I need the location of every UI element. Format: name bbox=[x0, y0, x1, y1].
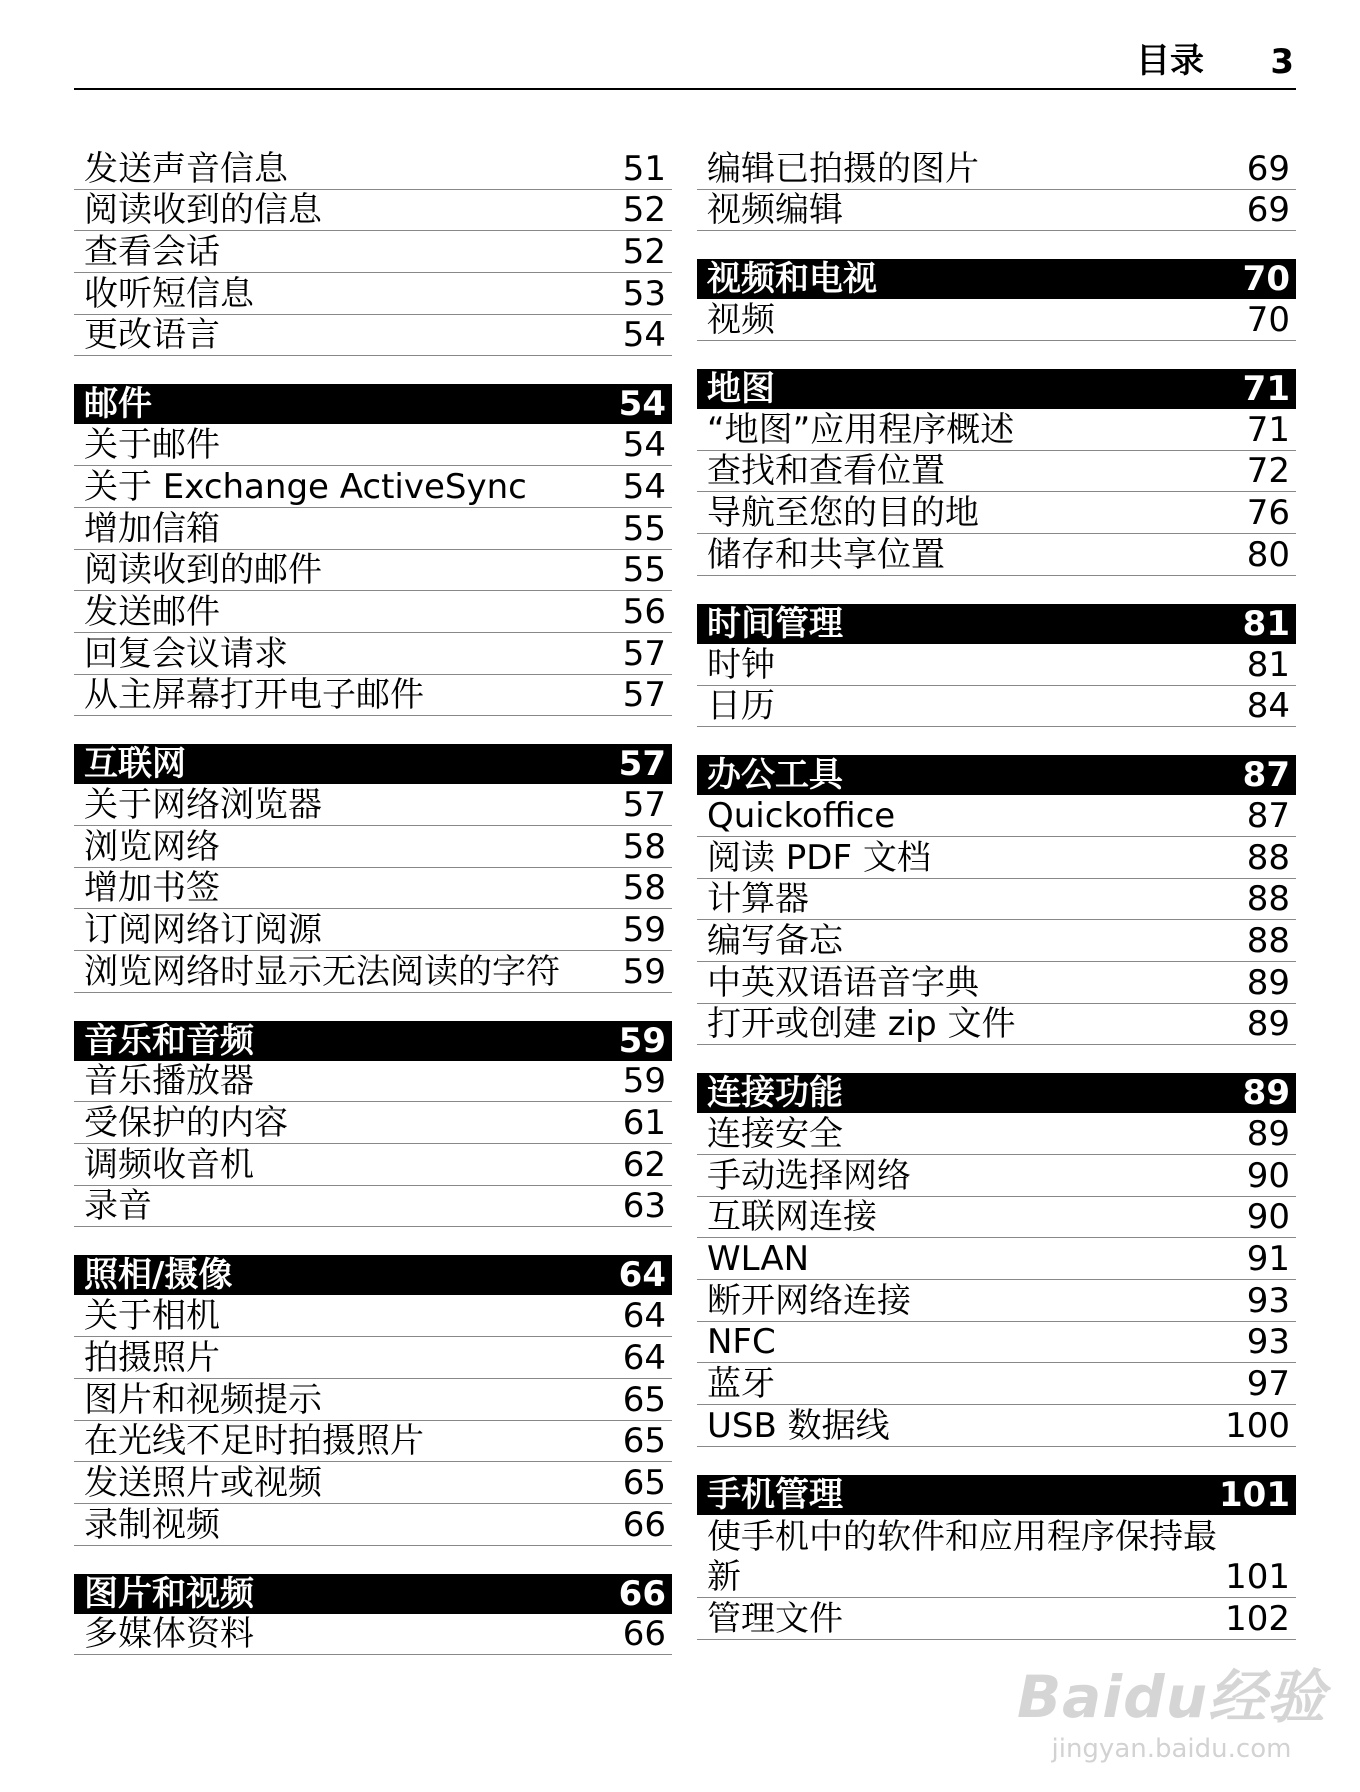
toc-entry[interactable] bbox=[74, 675, 672, 717]
toc-section-title: 办公工具 bbox=[707, 755, 843, 796]
toc-entry-title: 从主屏幕打开电子邮件 bbox=[84, 675, 424, 716]
toc-section-heading[interactable] bbox=[74, 384, 672, 424]
toc-entry-page: 76 bbox=[1246, 493, 1290, 534]
toc-entry-page: 69 bbox=[1246, 148, 1290, 189]
toc-entry[interactable] bbox=[74, 591, 672, 633]
toc-entry-title: 计算器 bbox=[707, 879, 809, 920]
toc-entry-title: 音乐播放器 bbox=[84, 1061, 254, 1102]
toc-entry-title: 增加信箱 bbox=[84, 508, 220, 549]
toc-section-heading[interactable] bbox=[74, 744, 672, 784]
toc-section-title: 互联网 bbox=[84, 744, 186, 785]
toc-entry-title: 关于 Exchange ActiveSync bbox=[84, 466, 527, 507]
toc-entry[interactable] bbox=[697, 1004, 1296, 1046]
toc-entry-page: 90 bbox=[1246, 1155, 1290, 1196]
toc-entry-title: 拍摄照片 bbox=[84, 1337, 220, 1378]
toc-section bbox=[697, 259, 1296, 341]
toc-entry-title: 更改语言 bbox=[84, 315, 220, 356]
toc-entry-title: 订阅网络订阅源 bbox=[84, 910, 322, 950]
toc-entry-page: 71 bbox=[1246, 409, 1290, 450]
toc-entry-page: 84 bbox=[1246, 686, 1290, 727]
toc-entry-title: WLAN bbox=[707, 1239, 810, 1280]
toc-entry-page: 89 bbox=[1246, 962, 1290, 1003]
toc-section-heading[interactable] bbox=[697, 1073, 1296, 1113]
toc-entry-title: 浏览网络时显示无法阅读的字符 bbox=[84, 951, 560, 992]
toc-entry[interactable] bbox=[697, 1113, 1296, 1155]
toc-section-heading[interactable] bbox=[74, 1574, 672, 1614]
toc-entry-page: 70 bbox=[1246, 300, 1290, 341]
toc-entry[interactable] bbox=[697, 962, 1296, 1004]
toc-entry-title: 管理文件 bbox=[707, 1598, 843, 1639]
toc-entry[interactable] bbox=[697, 1405, 1296, 1447]
toc-entry[interactable] bbox=[74, 1144, 672, 1186]
toc-entry[interactable] bbox=[74, 868, 672, 910]
toc-entry-page: 56 bbox=[622, 591, 666, 632]
toc-section-page: 87 bbox=[1242, 755, 1290, 796]
toc-entry-page: 88 bbox=[1246, 879, 1290, 920]
toc-entry-title: 打开或创建 zip 文件 bbox=[707, 1004, 1016, 1045]
toc-entry-page: 81 bbox=[1246, 644, 1290, 685]
toc-section-title: 图片和视频 bbox=[84, 1573, 254, 1614]
toc-entry-title: 导航至您的目的地 bbox=[707, 493, 979, 534]
toc-entry-page: 54 bbox=[622, 466, 666, 507]
toc-entry[interactable] bbox=[74, 1614, 672, 1656]
toc-entry-page: 101 bbox=[1225, 1557, 1290, 1598]
toc-entry-page: 102 bbox=[1225, 1598, 1290, 1639]
toc-entry-page: 59 bbox=[622, 910, 666, 950]
toc-section-page: 57 bbox=[618, 744, 666, 785]
toc-entry-title: 发送邮件 bbox=[84, 591, 220, 632]
toc-entry-title: 连接安全 bbox=[707, 1114, 843, 1154]
toc-entry-page: 61 bbox=[622, 1103, 666, 1144]
toc-entry-page: 100 bbox=[1225, 1405, 1290, 1446]
toc-entry-title: 时钟 bbox=[707, 644, 775, 685]
toc-entry-title: 查找和查看位置 bbox=[707, 451, 945, 492]
toc-section-title: 手机管理 bbox=[707, 1474, 843, 1515]
toc-section-title: 音乐和音频 bbox=[84, 1020, 254, 1061]
toc-entry-title: “地图”应用程序概述 bbox=[707, 409, 1015, 450]
toc-entry-title: 发送照片或视频 bbox=[84, 1462, 322, 1503]
toc-entry-page: 57 bbox=[622, 675, 666, 716]
toc-entry-page: 54 bbox=[622, 315, 666, 356]
toc-entry[interactable] bbox=[697, 1322, 1296, 1364]
toc-entry-page: 55 bbox=[622, 508, 666, 549]
toc-entry-title: 浏览网络 bbox=[84, 826, 220, 867]
toc-entry[interactable] bbox=[74, 951, 672, 993]
toc-entry[interactable] bbox=[697, 686, 1296, 728]
toc-entry[interactable] bbox=[74, 148, 672, 190]
toc-section bbox=[74, 1574, 672, 1656]
toc-entry-title: 储存和共享位置 bbox=[707, 534, 945, 575]
toc-section-title: 时间管理 bbox=[707, 603, 843, 644]
toc-section-page: 71 bbox=[1242, 369, 1290, 410]
toc-entry[interactable] bbox=[74, 550, 672, 592]
toc-entry[interactable] bbox=[74, 1337, 672, 1379]
toc-section-title: 照相/摄像 bbox=[84, 1255, 233, 1296]
toc-entry[interactable] bbox=[74, 273, 672, 315]
toc-section bbox=[74, 1021, 672, 1228]
toc-entry-title: 关于网络浏览器 bbox=[84, 784, 322, 825]
toc-section-title: 连接功能 bbox=[707, 1073, 843, 1114]
toc-entry[interactable] bbox=[697, 492, 1296, 534]
toc-entry-title: 中英双语语音字典 bbox=[707, 962, 979, 1003]
toc-entry-title: 收听短信息 bbox=[84, 273, 254, 314]
toc-entry-page: 87 bbox=[1246, 795, 1290, 836]
toc-entry[interactable] bbox=[697, 534, 1296, 576]
toc-section bbox=[74, 1255, 672, 1545]
toc-entry-page: 57 bbox=[622, 633, 666, 674]
toc-entry[interactable] bbox=[74, 1186, 672, 1228]
toc-entry-page: 58 bbox=[622, 826, 666, 867]
toc-entry-title: 使手机中的软件和应用程序保持最新 bbox=[707, 1517, 1217, 1598]
toc-entry[interactable] bbox=[74, 508, 672, 550]
toc-entry-page: 93 bbox=[1246, 1322, 1290, 1363]
toc-entry[interactable] bbox=[74, 1462, 672, 1504]
header-page-number: 3 bbox=[1270, 42, 1294, 82]
header-title: 目录 bbox=[1136, 41, 1204, 81]
toc-entry-title: 图片和视频提示 bbox=[84, 1379, 322, 1420]
toc-entry[interactable] bbox=[74, 1102, 672, 1144]
toc-entry[interactable] bbox=[697, 190, 1296, 232]
toc-entry[interactable] bbox=[74, 231, 672, 273]
toc-section bbox=[697, 369, 1296, 576]
toc-entry[interactable] bbox=[74, 784, 672, 826]
toc-entry-page: 89 bbox=[1246, 1114, 1290, 1154]
toc-entry-page: 55 bbox=[622, 550, 666, 591]
toc-entry[interactable] bbox=[74, 315, 672, 357]
toc-entry[interactable] bbox=[697, 795, 1296, 837]
toc-entry-title: 录音 bbox=[84, 1186, 152, 1227]
toc-entry[interactable] bbox=[74, 466, 672, 508]
toc-section-page: 101 bbox=[1219, 1474, 1290, 1515]
toc-entry-title: 阅读收到的邮件 bbox=[84, 550, 322, 591]
toc-entry-page: 88 bbox=[1246, 920, 1290, 961]
toc-entry-title: 多媒体资料 bbox=[84, 1614, 254, 1655]
toc-entry-title: 互联网连接 bbox=[707, 1197, 877, 1238]
toc-entry-title: 手动选择网络 bbox=[707, 1155, 911, 1196]
toc-entry[interactable] bbox=[697, 451, 1296, 493]
toc-entry-page: 51 bbox=[622, 148, 666, 189]
toc-entry[interactable] bbox=[697, 409, 1296, 451]
toc-entry-title: 发送声音信息 bbox=[84, 148, 288, 189]
toc-entry-page: 57 bbox=[622, 784, 666, 825]
toc-section-page: 54 bbox=[618, 384, 666, 425]
toc-entry-page: 52 bbox=[622, 232, 666, 273]
baidu-watermark bbox=[1017, 1650, 1326, 1764]
toc-entry[interactable] bbox=[697, 1515, 1296, 1598]
toc-section bbox=[74, 384, 672, 716]
toc-section bbox=[697, 1073, 1296, 1447]
watermark-site: jingyan.baidu.com bbox=[1051, 1734, 1292, 1764]
toc-column-left bbox=[74, 148, 672, 1655]
toc-entry-title: 调频收音机 bbox=[84, 1144, 254, 1185]
watermark-logo: Baidu经验 bbox=[1016, 1663, 1326, 1731]
toc-entry-title: 增加书签 bbox=[84, 868, 220, 909]
toc-entry-page: 64 bbox=[622, 1337, 666, 1378]
toc-entry-title: 关于相机 bbox=[84, 1296, 220, 1337]
toc-entry-title: NFC bbox=[707, 1322, 776, 1363]
toc-entry-title: 查看会话 bbox=[84, 232, 220, 273]
toc-entry-page: 90 bbox=[1246, 1197, 1290, 1238]
toc-section-heading[interactable] bbox=[697, 755, 1296, 795]
toc-entry-title: 日历 bbox=[707, 686, 775, 727]
toc-section-page: 64 bbox=[618, 1255, 666, 1296]
toc-entry-title: 阅读收到的信息 bbox=[84, 190, 322, 231]
page-header bbox=[74, 40, 1296, 90]
toc-section-page: 59 bbox=[618, 1020, 666, 1061]
toc-entry-title: 蓝牙 bbox=[707, 1364, 775, 1405]
toc-entry-title: 在光线不足时拍摄照片 bbox=[84, 1421, 424, 1462]
toc-entry-page: 88 bbox=[1246, 837, 1290, 878]
toc-entry[interactable] bbox=[74, 1295, 672, 1337]
toc-entry-page: 53 bbox=[622, 273, 666, 314]
toc-section-title: 视频和电视 bbox=[707, 259, 877, 300]
toc-section-heading[interactable] bbox=[697, 604, 1296, 644]
toc-entry-title: 视频编辑 bbox=[707, 190, 843, 231]
toc-entry-title: Quickoffice bbox=[707, 795, 896, 836]
toc-entry-title: 关于邮件 bbox=[84, 425, 220, 466]
toc-entry[interactable] bbox=[697, 1155, 1296, 1197]
toc-entry[interactable] bbox=[74, 190, 672, 232]
toc-entry-page: 59 bbox=[622, 951, 666, 992]
toc-entry-page: 59 bbox=[622, 1061, 666, 1102]
toc-entry-title: 回复会议请求 bbox=[84, 633, 288, 674]
toc-entry-page: 62 bbox=[622, 1144, 666, 1185]
toc-entry-page: 80 bbox=[1246, 534, 1290, 575]
toc-section-title: 地图 bbox=[707, 369, 775, 410]
toc-section-heading[interactable] bbox=[74, 1255, 672, 1295]
toc-section bbox=[697, 1475, 1296, 1640]
toc-entry-page: 66 bbox=[622, 1504, 666, 1545]
toc-entry-title: 录制视频 bbox=[84, 1504, 220, 1545]
toc-entry[interactable] bbox=[74, 1061, 672, 1103]
toc-entry-title: 编写备忘 bbox=[707, 920, 843, 961]
toc-entry[interactable] bbox=[697, 299, 1296, 341]
toc-entry[interactable] bbox=[697, 920, 1296, 962]
toc-entry-page: 89 bbox=[1246, 1004, 1290, 1045]
toc-entry[interactable] bbox=[697, 644, 1296, 686]
toc-entry[interactable] bbox=[74, 424, 672, 466]
toc-entry-page: 91 bbox=[1246, 1239, 1290, 1280]
toc-entry-page: 66 bbox=[622, 1614, 666, 1655]
toc-entry[interactable] bbox=[697, 837, 1296, 879]
toc-section bbox=[697, 755, 1296, 1045]
toc-section-page: 81 bbox=[1242, 603, 1290, 644]
toc-entry-page: 65 bbox=[622, 1379, 666, 1420]
toc-entry-page: 69 bbox=[1246, 190, 1290, 231]
toc-entry-title: 受保护的内容 bbox=[84, 1103, 288, 1144]
toc-section-heading[interactable] bbox=[697, 259, 1296, 299]
toc-entry[interactable] bbox=[697, 1598, 1296, 1640]
toc-entry-title: USB 数据线 bbox=[707, 1405, 890, 1446]
toc-section bbox=[697, 604, 1296, 727]
toc-entry-page: 52 bbox=[622, 190, 666, 231]
toc-entry[interactable] bbox=[74, 1421, 672, 1463]
toc-section-page: 89 bbox=[1242, 1073, 1290, 1114]
toc-entry[interactable] bbox=[74, 633, 672, 675]
toc-section-heading[interactable] bbox=[697, 1475, 1296, 1515]
toc-entry-title: 断开网络连接 bbox=[707, 1280, 911, 1321]
toc-section-title: 邮件 bbox=[84, 384, 152, 425]
toc-section-heading[interactable] bbox=[697, 369, 1296, 409]
toc-section bbox=[74, 744, 672, 992]
toc-column-right bbox=[697, 148, 1296, 1640]
toc-entry-page: 58 bbox=[622, 868, 666, 909]
toc-entry-page: 97 bbox=[1246, 1364, 1290, 1405]
toc-entry[interactable] bbox=[697, 1280, 1296, 1322]
toc-entry[interactable] bbox=[697, 1363, 1296, 1405]
toc-entry-page: 72 bbox=[1246, 451, 1290, 492]
toc-entry-title: 阅读 PDF 文档 bbox=[707, 837, 931, 878]
toc-section-page: 66 bbox=[618, 1573, 666, 1614]
toc-entry-page: 65 bbox=[622, 1462, 666, 1503]
toc-entry[interactable] bbox=[697, 1238, 1296, 1280]
toc-entry[interactable] bbox=[697, 1197, 1296, 1239]
toc-entry[interactable] bbox=[74, 1379, 672, 1421]
toc-entry[interactable] bbox=[697, 879, 1296, 921]
toc-section-heading[interactable] bbox=[74, 1021, 672, 1061]
toc-entry[interactable] bbox=[74, 1504, 672, 1546]
toc-entry[interactable] bbox=[74, 826, 672, 868]
toc-entry[interactable] bbox=[74, 909, 672, 951]
toc-entry-page: 64 bbox=[622, 1296, 666, 1337]
toc-section-page: 70 bbox=[1242, 259, 1290, 300]
toc-entry-title: 编辑已拍摄的图片 bbox=[707, 148, 979, 189]
toc-entry-page: 93 bbox=[1246, 1280, 1290, 1321]
toc-entry-page: 54 bbox=[622, 425, 666, 466]
toc-entry[interactable] bbox=[697, 148, 1296, 190]
toc-entry-page: 65 bbox=[622, 1421, 666, 1462]
toc-entry-title: 视频 bbox=[707, 300, 775, 341]
toc-entry-page: 63 bbox=[622, 1186, 666, 1227]
